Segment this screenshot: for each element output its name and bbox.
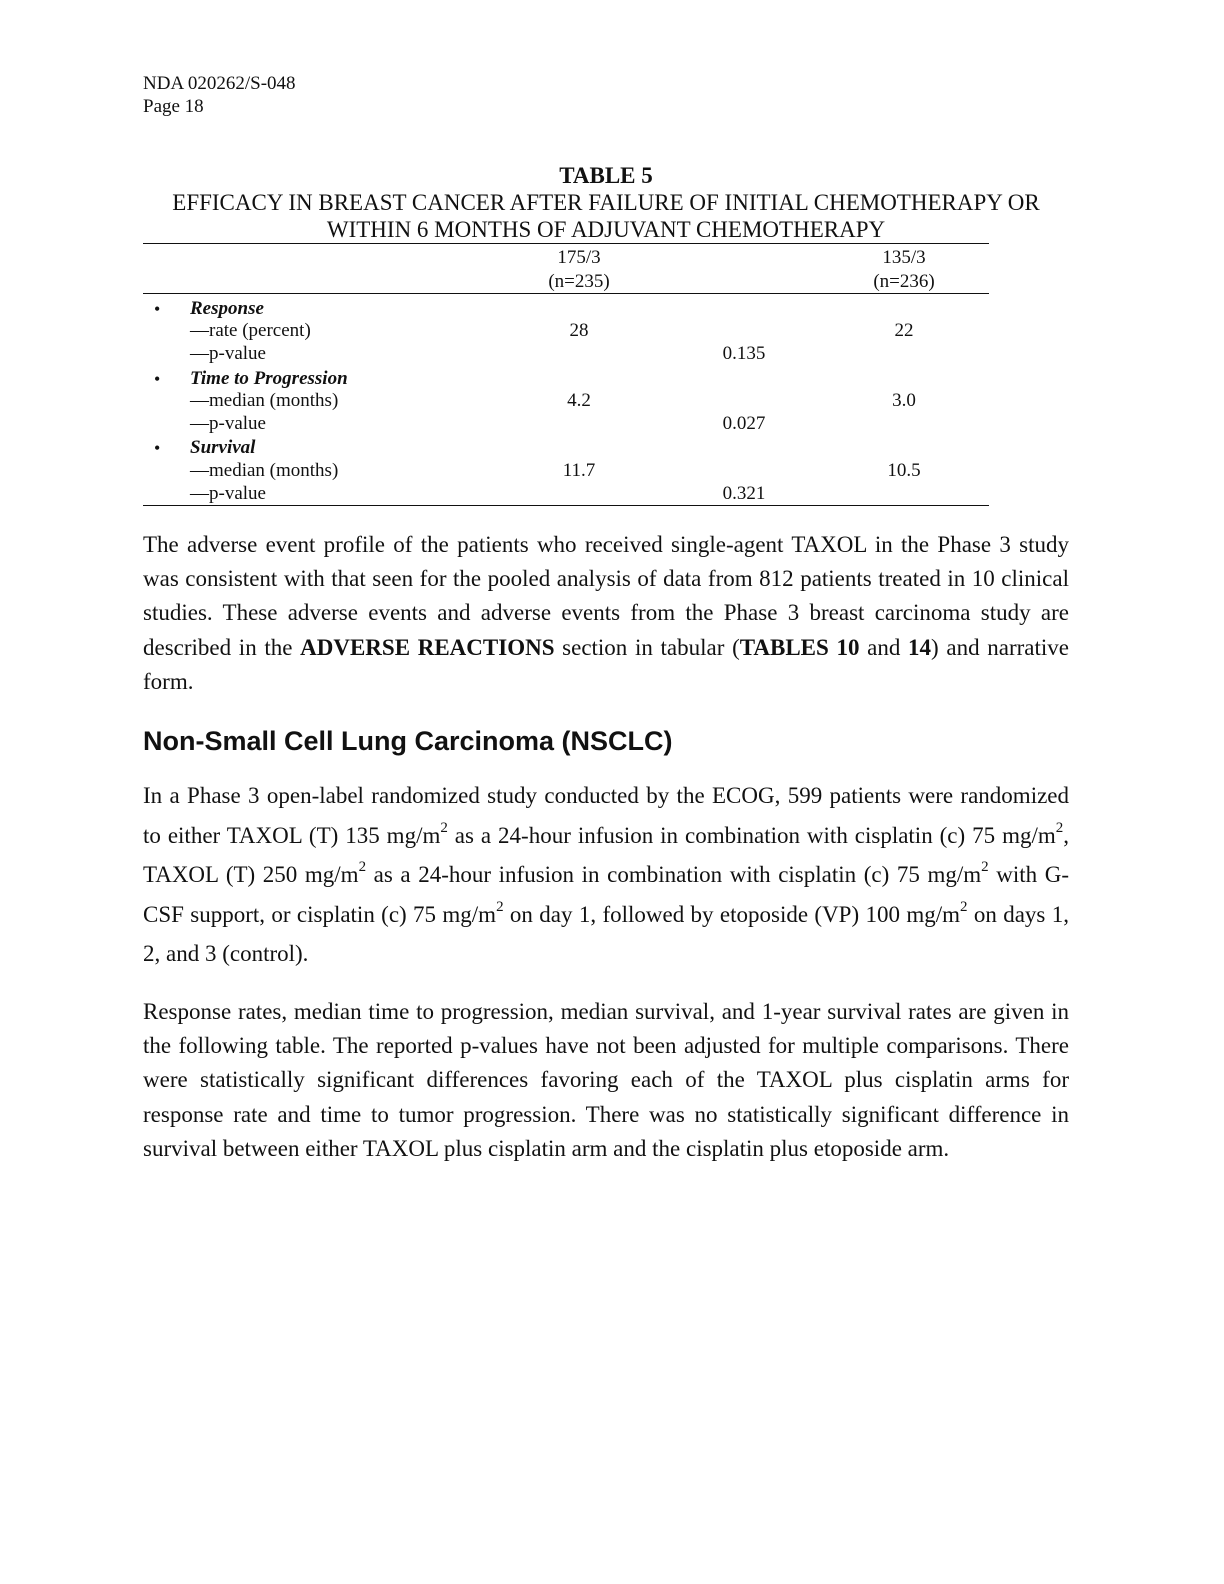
superscript: 2	[358, 859, 367, 875]
p-value: 0.321	[722, 483, 766, 504]
superscript: 2	[981, 859, 989, 875]
tables-reference: TABLES 10	[739, 634, 860, 660]
text-run: The adverse event profile of the patients who received single-agent TAXOL in the Phase 3 study was consistent with that seen for the pooled analysis of data from 812 patients treated in 10 clinical studies. These adverse events and adverse events from the Phase 3 breast carcinoma study are described in the	[143, 532, 1069, 660]
cell-value: 28	[569, 320, 589, 341]
text-run: ) and narrative form.	[143, 634, 1069, 694]
page-number: Page 18	[143, 96, 204, 117]
text-run: In a Phase 3 open-label randomized study conducted by the ECOG, 599 patients were randomized to either TAXOL (T) 135 mg/m	[143, 783, 1069, 848]
text-run: , TAXOL (T) 250 mg/m	[143, 822, 1069, 887]
row-label: —median (months)	[190, 460, 339, 481]
bullet-icon: •	[154, 369, 161, 389]
row-label: —p-value	[190, 483, 266, 504]
p-value: 0.027	[722, 413, 766, 434]
cell-value: 3.0	[892, 390, 916, 411]
text-run: on days 1, 2, and 3 (control).	[143, 901, 1069, 966]
document-id: NDA 020262/S-048	[143, 73, 296, 94]
row-label: —median (months)	[190, 390, 339, 411]
cell-value: 4.2	[567, 390, 591, 411]
table-14-reference: 14	[908, 634, 932, 660]
cell-value: 11.7	[562, 460, 596, 481]
row-label: —p-value	[190, 343, 266, 364]
column-header-dose: 175/3	[557, 247, 601, 268]
section-title-time-to-progression: Time to Progression	[190, 368, 348, 389]
text-run: on day 1, followed by etoposide (VP) 100 mg/m	[503, 901, 961, 927]
column-header-dose: 135/3	[882, 247, 926, 268]
nsclc-heading: Non-Small Cell Lung Carcinoma (NSCLC)	[143, 726, 673, 756]
superscript: 2	[496, 898, 504, 915]
table-header-rule-left	[143, 293, 819, 294]
table-caption-line-2: WITHIN 6 MONTHS OF ADJUVANT CHEMOTHERAPY	[326, 217, 886, 242]
response-rates-paragraph: Response rates, median time to progression, median survival, and 1-year survival rates are given in the following table. The reported p-values have not been adjusted for multiple comparisons. There were statistically significant differences favoring each of the TAXOL plus cisplatin arms for response rate and time to tumor progression. There was no statistically significant difference in survival between either TAXOL plus cisplatin arm and the cisplatin plus etoposide arm.	[143, 999, 1069, 1161]
adverse-event-paragraph	[143, 528, 1069, 699]
page-header	[143, 72, 296, 118]
nsclc-study-paragraph	[143, 776, 1069, 974]
table-title	[143, 162, 1069, 243]
text-run: section in tabular (	[554, 634, 740, 660]
text-run: with G-CSF support, or cisplatin (c) 75 mg/m	[143, 862, 1069, 927]
cell-value: 10.5	[887, 460, 921, 481]
text-run: as a 24-hour infusion in combination with cisplatin (c) 75 mg/m	[447, 822, 1056, 848]
text-run: as a 24-hour infusion in combination with cisplatin (c) 75 mg/m	[366, 862, 982, 887]
row-label: —rate (percent)	[190, 320, 311, 341]
p-value: 0.135	[722, 343, 766, 364]
column-header-n: (n=235)	[548, 271, 610, 292]
column-header-n: (n=236)	[873, 271, 935, 292]
table-header-rule-right	[819, 293, 989, 294]
bullet-icon: •	[154, 299, 161, 319]
table-top-rule	[143, 243, 989, 244]
table-caption-line-1: EFFICACY IN BREAST CANCER AFTER FAILURE OF INITIAL CHEMOTHERAPY OR	[172, 190, 1040, 215]
adverse-reactions-reference: ADVERSE REACTIONS	[300, 634, 555, 660]
section-title-survival: Survival	[190, 437, 256, 458]
table-bottom-rule	[143, 505, 989, 506]
text-run: and	[859, 634, 909, 660]
superscript: 2	[1055, 819, 1064, 836]
superscript: 2	[440, 819, 448, 836]
row-label: —p-value	[190, 413, 266, 434]
table-label: TABLE 5	[559, 163, 653, 188]
section-title-response: Response	[190, 298, 264, 319]
superscript: 2	[960, 898, 968, 915]
cell-value: 22	[894, 320, 914, 341]
bullet-icon: •	[154, 438, 161, 458]
